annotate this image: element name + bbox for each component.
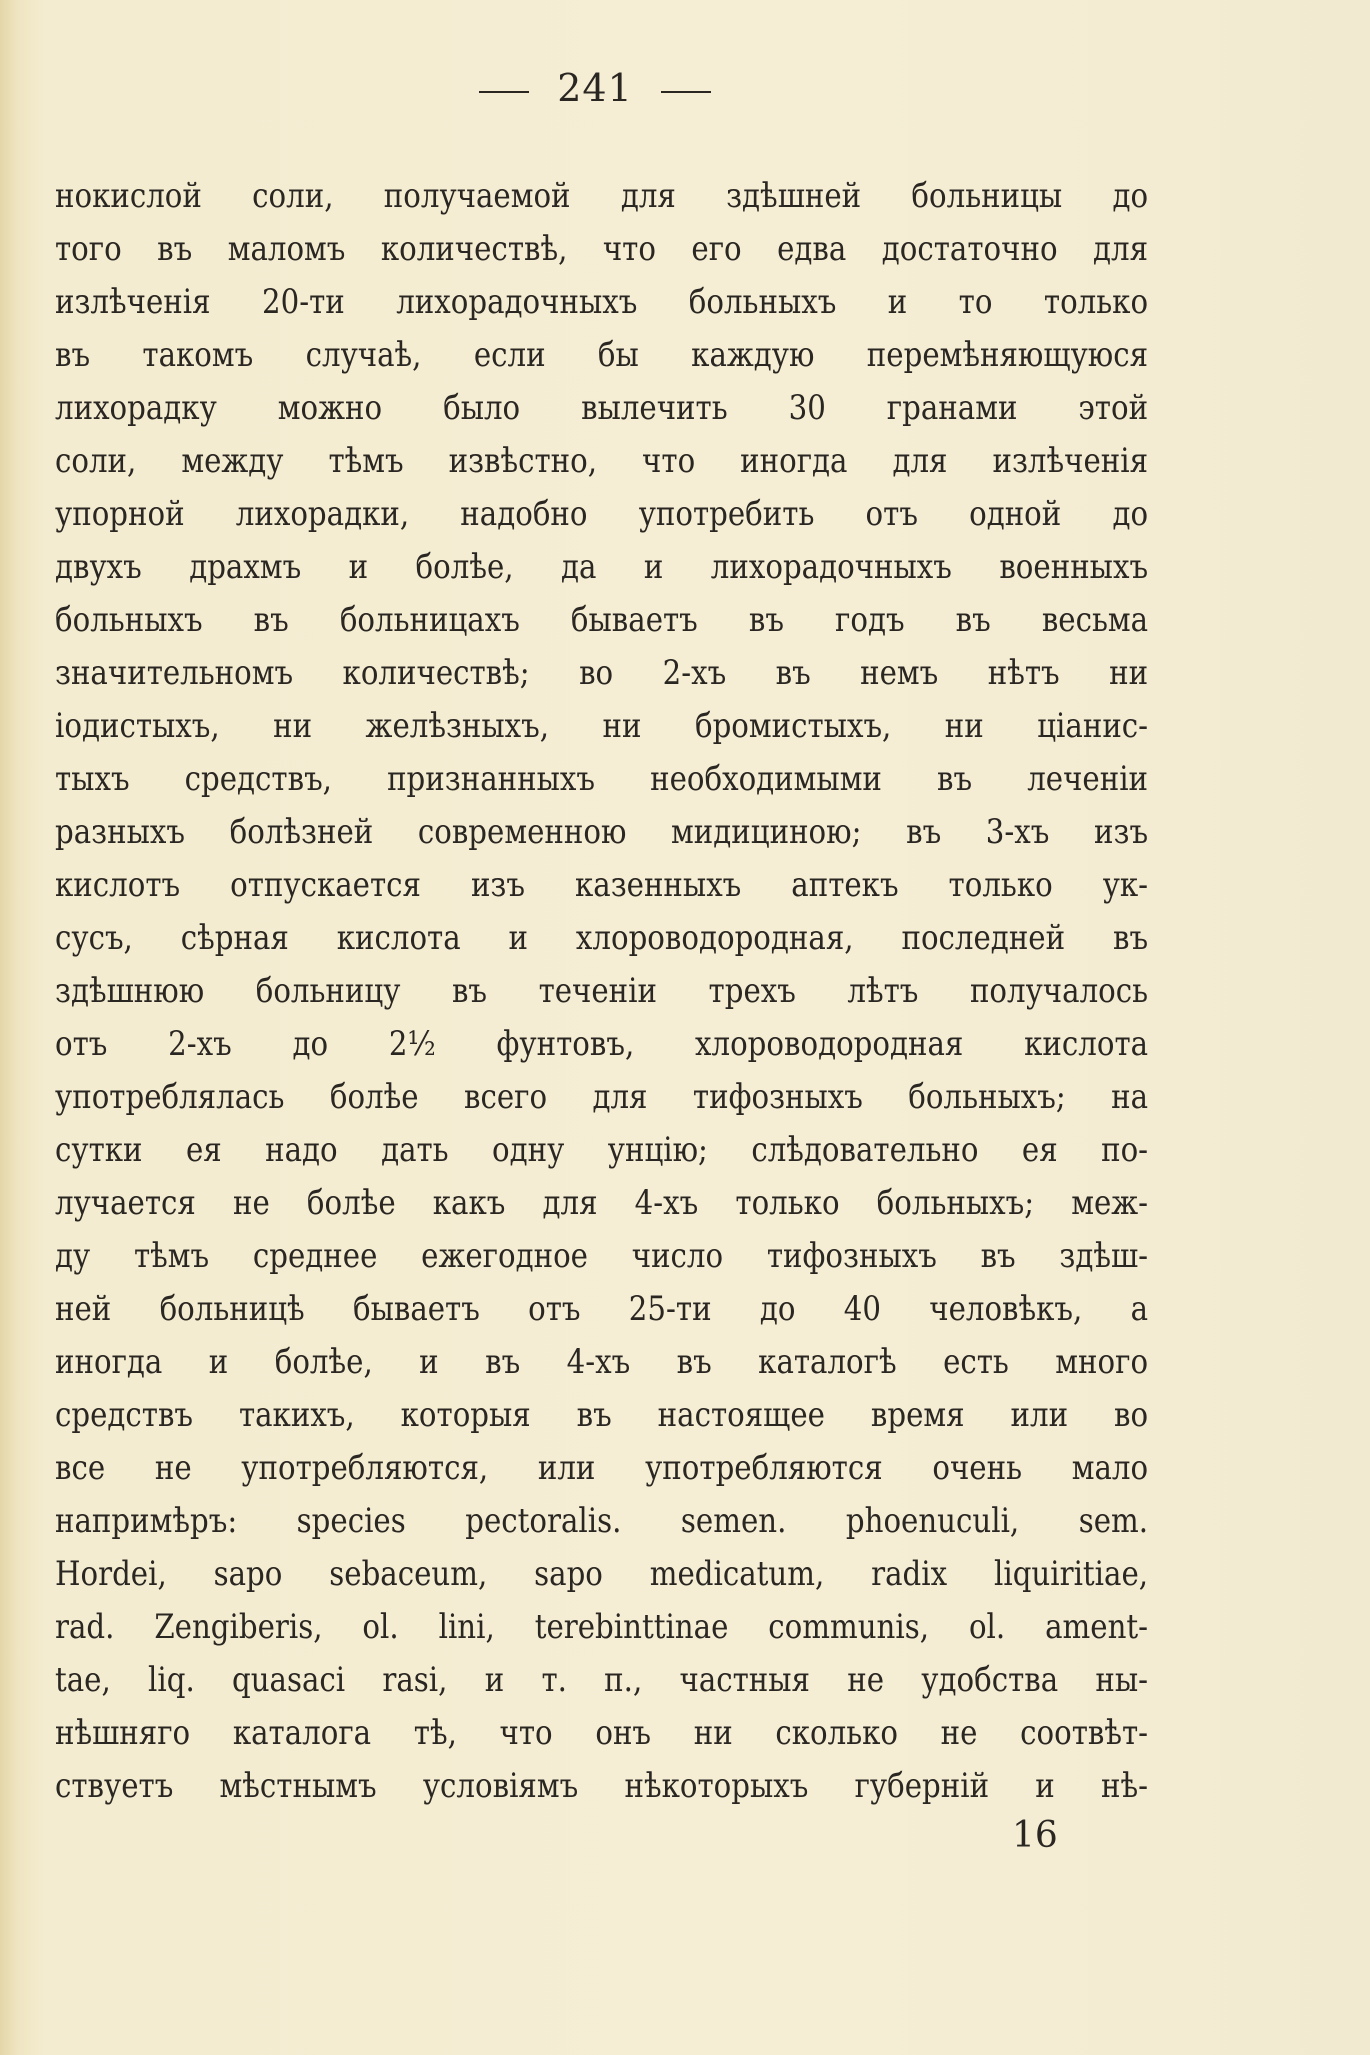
body-text — [55, 170, 1148, 1813]
text-line: того въ маломъ количествѣ, что его едва достаточно для — [55, 229, 1149, 269]
text-line: въ такомъ случаѣ, если бы каждую перемѣняющуюся — [55, 335, 1149, 375]
text-line: нѣшняго каталога тѣ, что онъ ни сколько не соотвѣт- — [55, 1713, 1149, 1753]
signature-mark: 16 — [1012, 1815, 1058, 1856]
text-line: напримѣръ: species pectoralis. semen. phoenuculi, sem. — [55, 1501, 1149, 1541]
text-line: rad. Zengiberis, ol. lini, terebinttinae communis, ol. ament- — [55, 1607, 1149, 1647]
text-line: сусъ, сѣрная кислота и хлороводородная, последней въ — [55, 918, 1149, 958]
text-line: лучается не болѣе какъ для 4-хъ только больныхъ; меж- — [55, 1183, 1149, 1223]
text-line: излѣченія 20-ти лихорадочныхъ больныхъ и то только — [55, 282, 1149, 322]
text-line: соли, между тѣмъ извѣстно, что иногда для излѣченія — [55, 441, 1149, 481]
text-line: нокислой соли, получаемой для здѣшней больницы до — [55, 176, 1149, 216]
text-line: сутки ея надо дать одну унцію; слѣдовательно ея по- — [55, 1130, 1149, 1170]
text-line: лихорадку можно было вылечить 30 гранами этой — [55, 388, 1149, 428]
page-number: 241 — [557, 66, 633, 110]
header-dash-left — [479, 91, 529, 93]
text-line: ней больницѣ бываетъ отъ 25-ти до 40 человѣкъ, а — [55, 1289, 1149, 1329]
text-line: разныхъ болѣзней современною мидициною; въ 3-хъ изъ — [55, 812, 1149, 852]
text-line: средствъ такихъ, которыя въ настоящее время или во — [55, 1395, 1149, 1435]
text-line: tae, liq. quasaci rasi, и т. п., частныя не удобства ны- — [55, 1660, 1149, 1700]
text-line: упорной лихорадки, надобно употребить отъ одной до — [55, 494, 1149, 534]
text-line: Hordei, sapo sebaceum, sapo medicatum, radix liquiritiae, — [55, 1554, 1149, 1594]
text-line: значительномъ количествѣ; во 2-хъ въ немъ нѣтъ ни — [55, 653, 1149, 693]
page-header — [0, 66, 1190, 110]
text-line: употреблялась болѣе всего для тифозныхъ больныхъ; на — [55, 1077, 1149, 1117]
header-dash-right — [661, 91, 711, 93]
text-line: ду тѣмъ среднее ежегодное число тифозныхъ въ здѣш- — [55, 1236, 1149, 1276]
text-line: двухъ драхмъ и болѣе, да и лихорадочныхъ военныхъ — [55, 547, 1149, 587]
text-line: больныхъ въ больницахъ бываетъ въ годъ въ весьма — [55, 600, 1149, 640]
text-line: ствуетъ мѣстнымъ условіямъ нѣкоторыхъ губерній и нѣ- — [55, 1766, 1149, 1806]
text-line: іодистыхъ, ни желѣзныхъ, ни бромистыхъ, ни ціанис- — [55, 706, 1149, 746]
text-line: отъ 2-хъ до 2½ фунтовъ, хлороводородная кислота — [55, 1024, 1149, 1064]
text-line: тыхъ средствъ, признанныхъ необходимыми въ леченіи — [55, 759, 1149, 799]
text-line: кислотъ отпускается изъ казенныхъ аптекъ только ук- — [55, 865, 1149, 905]
text-line: все не употребляются, или употребляются очень мало — [55, 1448, 1149, 1488]
text-line: здѣшнюю больницу въ теченіи трехъ лѣтъ получалось — [55, 971, 1149, 1011]
text-line: иногда и болѣе, и въ 4-хъ въ каталогѣ есть много — [55, 1342, 1149, 1382]
